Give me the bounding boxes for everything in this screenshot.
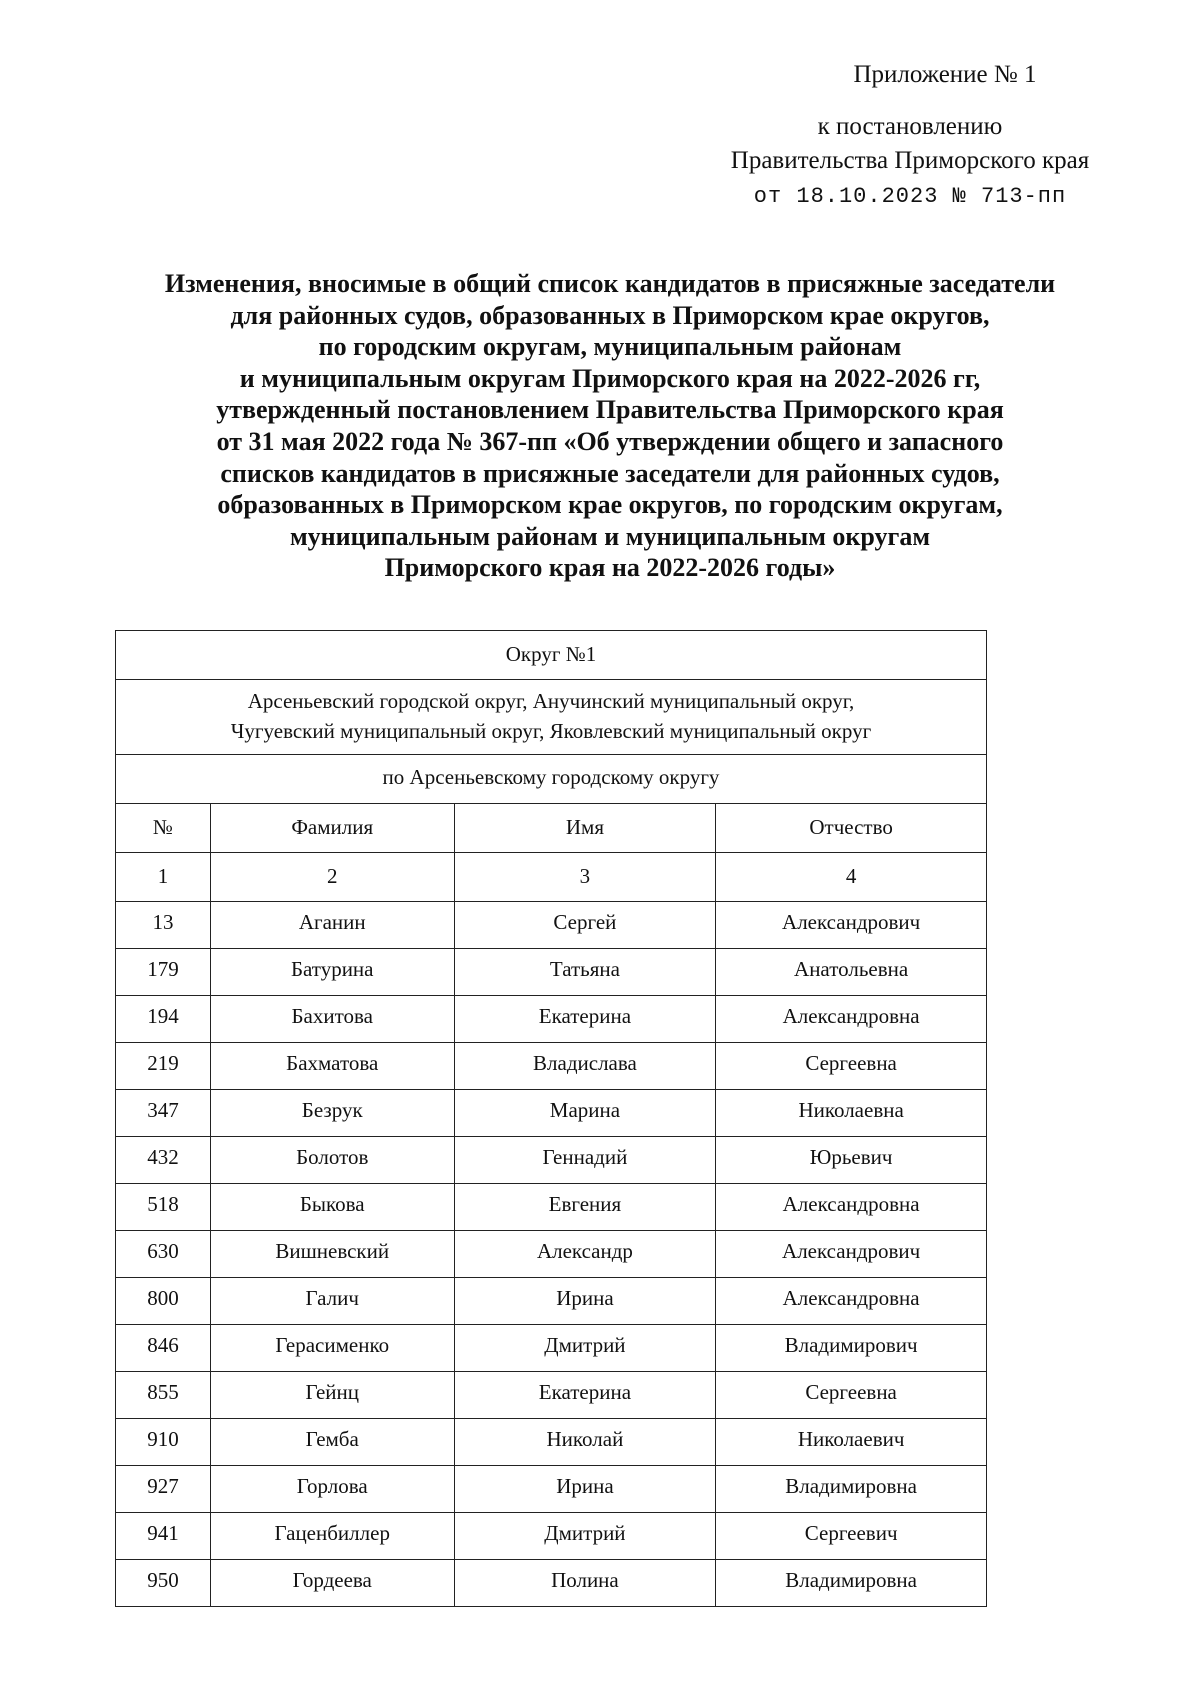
candidate-number: 800 <box>116 1278 211 1325</box>
candidate-first-name: Александр <box>454 1231 716 1278</box>
heading-line: муниципальным районам и муниципальным округам <box>289 521 931 551</box>
candidate-surname: Герасименко <box>210 1325 454 1372</box>
subgroup-header: по Арсеньевскому городскому округу <box>116 755 987 804</box>
table-row <box>116 1231 987 1278</box>
document-heading <box>90 268 1130 584</box>
column-number-cell: 1 <box>116 853 211 902</box>
candidate-patronymic: Сергеевна <box>716 1043 987 1090</box>
candidate-number: 432 <box>116 1137 211 1184</box>
candidate-first-name: Николай <box>454 1419 716 1466</box>
table-row <box>116 1325 987 1372</box>
candidate-patronymic: Владимирович <box>716 1325 987 1372</box>
municipalities-line-2: Чугуевский муниципальный округ, Яковлевский муниципальный округ <box>230 719 872 743</box>
candidate-number: 927 <box>116 1466 211 1513</box>
column-number-cell: 3 <box>454 853 716 902</box>
appendix-block <box>690 58 1130 214</box>
heading-line: для районных судов, образованных в Приморском крае округов, <box>230 300 990 330</box>
heading-line: от 31 мая 2022 года № 367-пп «Об утверждении общего и запасного <box>216 426 1004 456</box>
municipalities-line-1: Арсеньевский городской округ, Анучинский муниципальный округ, <box>247 689 855 713</box>
candidate-first-name: Ирина <box>454 1466 716 1513</box>
candidate-patronymic: Владимировна <box>716 1466 987 1513</box>
candidate-surname: Аганин <box>210 902 454 949</box>
candidate-number: 950 <box>116 1560 211 1607</box>
candidate-number: 219 <box>116 1043 211 1090</box>
appendix-date-stamp: от 18.10.2023 № 713-пп <box>753 184 1067 209</box>
candidate-first-name: Дмитрий <box>454 1513 716 1560</box>
column-numbers-row <box>116 853 987 902</box>
column-number-cell: 4 <box>716 853 987 902</box>
candidate-number: 941 <box>116 1513 211 1560</box>
heading-line: утвержденный постановлением Правительства Приморского края <box>216 395 1004 425</box>
candidate-number: 194 <box>116 996 211 1043</box>
candidate-first-name: Владислава <box>454 1043 716 1090</box>
appendix-line-3: Правительства Приморского края <box>730 147 1090 174</box>
column-header-number: № <box>116 804 211 853</box>
candidate-patronymic: Александровна <box>716 1184 987 1231</box>
candidate-surname: Вишневский <box>210 1231 454 1278</box>
heading-line: Приморского края на 2022-2026 годы» <box>384 553 836 583</box>
district-municipalities <box>116 680 987 755</box>
column-header-name: Имя <box>454 804 716 853</box>
candidate-patronymic: Николаевич <box>716 1419 987 1466</box>
candidate-surname: Безрук <box>210 1090 454 1137</box>
candidate-surname: Бахматова <box>210 1043 454 1090</box>
table-row <box>116 1090 987 1137</box>
candidate-patronymic: Александровна <box>716 1278 987 1325</box>
candidate-number: 855 <box>116 1372 211 1419</box>
table-row <box>116 1466 987 1513</box>
table-row <box>116 1137 987 1184</box>
appendix-line-2: к постановлению <box>817 113 1003 140</box>
candidate-surname: Болотов <box>210 1137 454 1184</box>
candidate-surname: Батурина <box>210 949 454 996</box>
candidate-surname: Гейнц <box>210 1372 454 1419</box>
candidate-patronymic: Владимировна <box>716 1560 987 1607</box>
candidate-patronymic: Александрович <box>716 902 987 949</box>
candidate-first-name: Екатерина <box>454 996 716 1043</box>
table-row <box>116 1560 987 1607</box>
table-row <box>116 1513 987 1560</box>
heading-line: Изменения, вносимые в общий список кандидатов в присяжные заседатели <box>164 269 1056 298</box>
candidate-patronymic: Анатольевна <box>716 949 987 996</box>
appendix-title: Приложение № 1 <box>853 61 1037 88</box>
candidate-first-name: Геннадий <box>454 1137 716 1184</box>
column-headers-row <box>116 804 987 853</box>
candidate-surname: Галич <box>210 1278 454 1325</box>
candidate-patronymic: Сергеевна <box>716 1372 987 1419</box>
table-row <box>116 1372 987 1419</box>
candidate-patronymic: Юрьевич <box>716 1137 987 1184</box>
candidate-first-name: Полина <box>454 1560 716 1607</box>
table-row <box>116 996 987 1043</box>
heading-line: образованных в Приморском крае округов, по городским округам, <box>217 490 1003 520</box>
heading-line: по городским округам, муниципальным районам <box>318 332 902 362</box>
table-row <box>116 1419 987 1466</box>
candidate-first-name: Ирина <box>454 1278 716 1325</box>
column-header-surname: Фамилия <box>210 804 454 853</box>
table-row <box>116 1278 987 1325</box>
candidate-patronymic: Александровна <box>716 996 987 1043</box>
table-row <box>116 1043 987 1090</box>
candidate-number: 910 <box>116 1419 211 1466</box>
candidate-first-name: Дмитрий <box>454 1325 716 1372</box>
candidate-number: 518 <box>116 1184 211 1231</box>
candidate-number: 347 <box>116 1090 211 1137</box>
candidate-number: 179 <box>116 949 211 996</box>
candidate-number: 13 <box>116 902 211 949</box>
candidate-surname: Бахитова <box>210 996 454 1043</box>
heading-line: и муниципальным округам Приморского края на 2022-2026 гг, <box>239 363 981 393</box>
candidate-patronymic: Александрович <box>716 1231 987 1278</box>
candidate-surname: Гаценбиллер <box>210 1513 454 1560</box>
table-row <box>116 1184 987 1231</box>
candidate-first-name: Сергей <box>454 902 716 949</box>
candidate-first-name: Евгения <box>454 1184 716 1231</box>
candidate-first-name: Татьяна <box>454 949 716 996</box>
table-row <box>116 949 987 996</box>
candidate-number: 630 <box>116 1231 211 1278</box>
candidate-surname: Гордеева <box>210 1560 454 1607</box>
candidates-table <box>115 630 987 1607</box>
column-number-cell: 2 <box>210 853 454 902</box>
candidate-surname: Горлова <box>210 1466 454 1513</box>
heading-line: списков кандидатов в присяжные заседатели для районных судов, <box>220 458 1000 488</box>
candidate-patronymic: Николаевна <box>716 1090 987 1137</box>
table-row <box>116 902 987 949</box>
candidate-first-name: Екатерина <box>454 1372 716 1419</box>
candidate-number: 846 <box>116 1325 211 1372</box>
candidate-first-name: Марина <box>454 1090 716 1137</box>
candidate-surname: Быкова <box>210 1184 454 1231</box>
candidate-surname: Гемба <box>210 1419 454 1466</box>
district-header: Округ №1 <box>116 631 987 680</box>
candidate-patronymic: Сергеевич <box>716 1513 987 1560</box>
column-header-patronymic: Отчество <box>716 804 987 853</box>
